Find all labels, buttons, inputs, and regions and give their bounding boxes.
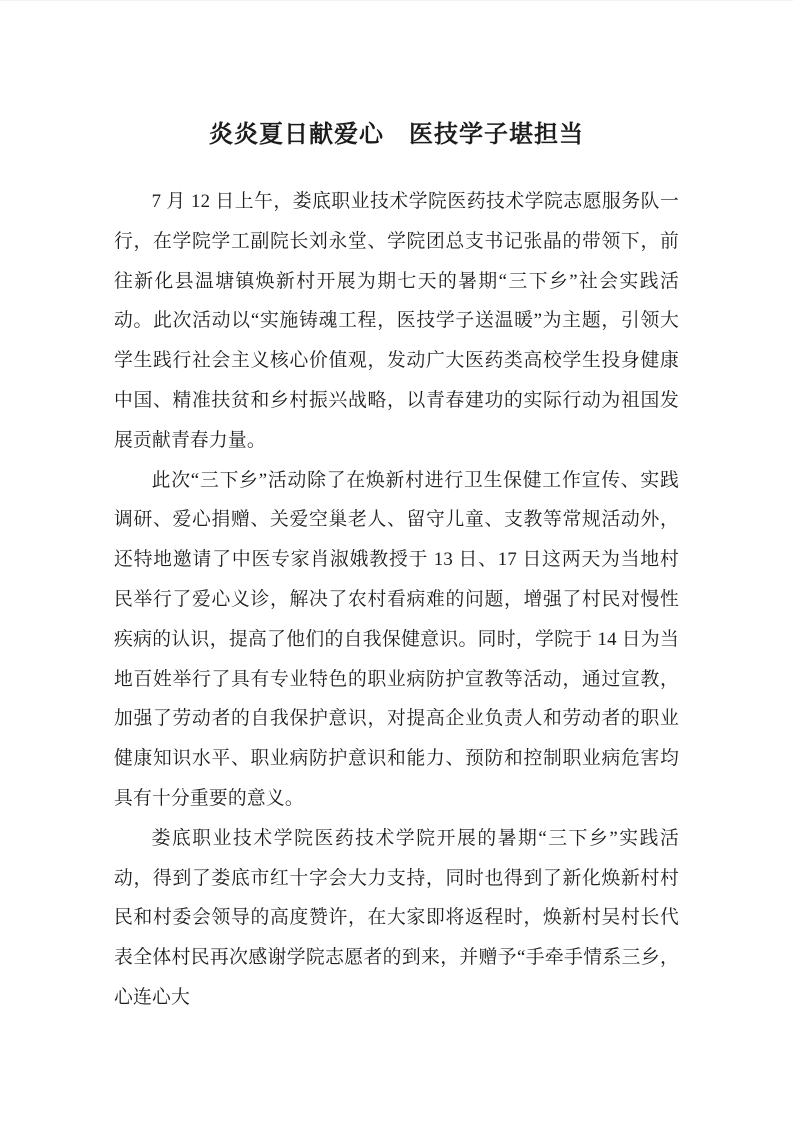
paragraph-3: 娄底职业技术学院医药技术学院开展的暑期“三下乡”实践活动，得到了娄底市红十字会大力支持，同时也得到了新化焕新村村民和村委会领导的高度赞许，在大家即将返程时，焕新村吴村长代表全体村民再次感谢学院志愿者的到来，并赠予“手牵手情系三乡，心连心大	[114, 827, 679, 1008]
paragraph-2: 此次“三下乡”活动除了在焕新村进行卫生保健工作宣传、实践调研、爱心捐赠、关爱空巢老人、留守儿童、支教等常规活动外，还特地邀请了中医专家肖淑娥教授于 13 日、17 日这两天为当地村民举行了爱心义诊，解决了农村看病难的问题，增强了村民对慢性疾病的认识，提高了他们的自我保健意识。同时，学院于 14 日为当地百姓举行了具有专业特色的职业病防护宣教等活动，通过宣教，加强了劳动者的自我保护意识，对提高企业负责人和劳动者的职业健康知识水平、职业病防护意识和能力、预防和控制职业病危害均具有十分重要的意义。	[114, 469, 679, 809]
page-title: 炎炎夏日献爱心 医技学子堪担当	[209, 122, 584, 148]
paragraph-1: 7 月 12 日上午，娄底职业技术学院医药技术学院志愿服务队一行，在学院学工副院长刘永堂、学院团总支书记张晶的带领下，前往新化县温塘镇焕新村开展为期七天的暑期“三下乡”社会实践活动。此次活动以“实施铸魂工程，医技学子送温暖”为主题，引领大学生践行社会主义核心价值观，发动广大医药类高校学生投身健康中国、精准扶贫和乡村振兴战略，以青春建功的实际行动为祖国发展贡献青春力量。	[114, 191, 679, 451]
